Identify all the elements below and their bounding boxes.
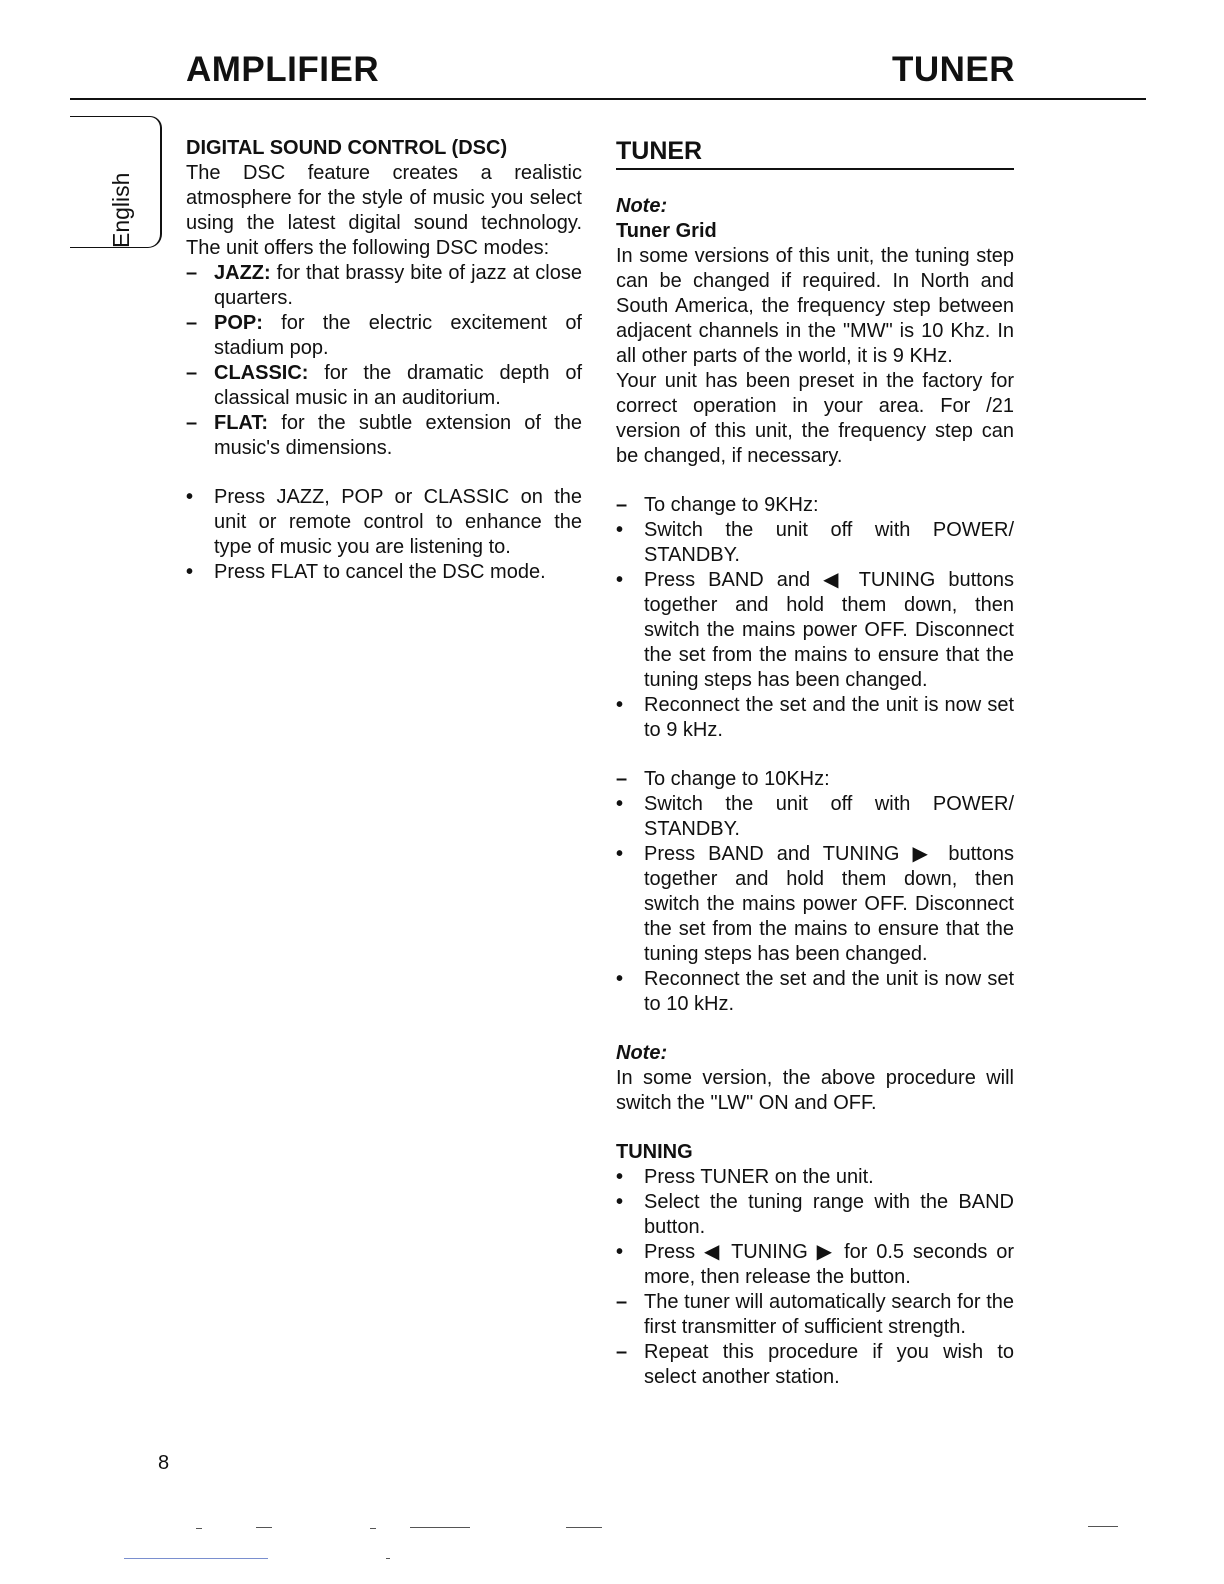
list-marker: – [186, 412, 198, 434]
dsc-intro: The DSC feature creates a realistic atmosphere for the style of music you select using the latest digital sound technology. The unit offers the following DSC modes: [186, 162, 582, 259]
list-marker: • [616, 843, 624, 865]
mode-label: JAZZ: [214, 262, 271, 284]
list-marker: – [616, 494, 628, 516]
step-text: Reconnect the set and the unit is now set to 10 kHz. [644, 968, 1014, 1015]
right-column [616, 136, 1014, 1390]
header-left-title: AMPLIFIER [186, 50, 380, 89]
tuner-section-title: TUNER [616, 136, 1014, 170]
page-number: 8 [158, 1452, 170, 1474]
list-marker: • [616, 1191, 624, 1213]
list-marker: • [186, 561, 194, 583]
scan-speck [386, 1558, 390, 1559]
list-item [186, 485, 582, 560]
note-label-2: Note: [616, 1042, 668, 1064]
list-marker: – [616, 1341, 628, 1363]
tuning-text: Repeat this procedure if you wish to select another station. [644, 1341, 1014, 1388]
list-marker: • [616, 569, 624, 591]
step-text: To change to 9KHz: [644, 494, 819, 516]
bullet-text: Press FLAT to cancel the DSC mode. [214, 561, 546, 583]
bullet-text: Press JAZZ, POP or CLASSIC on the unit or remote control to enhance the type of music you are listening to. [214, 486, 582, 558]
list-item [616, 1165, 1014, 1190]
language-tab-label: English [108, 172, 134, 248]
mode-text: for that brassy bite of jazz at close quarters. [214, 262, 582, 309]
list-item [186, 411, 582, 461]
list-item [616, 518, 1014, 568]
list-marker: – [186, 262, 198, 284]
scan-speck [196, 1528, 202, 1529]
list-item [616, 967, 1014, 1017]
list-item [616, 568, 1014, 693]
tuning-text: Press TUNER on the unit. [644, 1166, 874, 1188]
step-text: Switch the unit off with POWER/ STANDBY. [644, 519, 1014, 566]
list-item [616, 1240, 1014, 1290]
left-column [186, 136, 582, 585]
header-right-title: TUNER [892, 50, 1016, 89]
list-marker: • [616, 1166, 624, 1188]
mode-text: for the dramatic depth of classical music in an auditorium. [214, 362, 582, 409]
tuner-grid-text: In some versions of this unit, the tuning step can be changed if required. In North and South America, the frequency step between adjacent channels in the "MW" is 10 Khz. In all other parts of the world, it is 9 KHz. [616, 245, 1014, 367]
tuning-text: The tuner will automatically search for the first transmitter of sufficient strength. [644, 1291, 1014, 1338]
list-marker: • [616, 968, 624, 990]
list-marker: • [616, 1241, 624, 1263]
mode-text: for the subtle extension of the music's dimensions. [214, 412, 582, 459]
scan-speck [1088, 1526, 1118, 1527]
mode-label: FLAT: [214, 412, 269, 434]
scan-speck [410, 1527, 470, 1528]
list-marker: • [616, 694, 624, 716]
step-text: Press BAND and ◀ TUNING buttons together and hold them down, then switch the mains power OFF. Disconnect the set from the mains to ensure that the tuning steps has been changed. [644, 569, 1014, 691]
list-item [616, 792, 1014, 842]
list-item [186, 261, 582, 311]
list-item [616, 767, 1014, 792]
note-text-2: In some version, the above procedure will switch the "LW" ON and OFF. [616, 1067, 1014, 1114]
tuner-grid-title: Tuner Grid [616, 220, 717, 242]
list-marker: – [616, 1291, 628, 1313]
tuning-text: Press ◀ TUNING ▶ for 0.5 seconds or more, then release the button. [644, 1241, 1014, 1288]
dsc-title: DIGITAL SOUND CONTROL (DSC) [186, 137, 508, 159]
list-marker: – [186, 362, 198, 384]
header-divider [70, 98, 1146, 100]
tuning-title: TUNING [616, 1141, 693, 1163]
list-item [186, 560, 582, 585]
mode-label: CLASSIC: [214, 362, 309, 384]
step-text: Switch the unit off with POWER/ STANDBY. [644, 793, 1014, 840]
list-marker: – [186, 312, 198, 334]
scan-speck [256, 1527, 272, 1528]
list-item [186, 311, 582, 361]
tuner-grid-text-2: Your unit has been preset in the factory for correct operation in your area. For /21 version of this unit, the frequency step can be changed, if necessary. [616, 370, 1014, 467]
list-item [616, 842, 1014, 967]
tuning-text: Select the tuning range with the BAND button. [644, 1191, 1014, 1238]
list-marker: • [186, 486, 194, 508]
list-item [186, 361, 582, 411]
mode-text: for the electric excitement of stadium pop. [214, 312, 582, 359]
step-text: Reconnect the set and the unit is now set to 9 kHz. [644, 694, 1014, 741]
scan-speck [566, 1527, 602, 1528]
step-text: Press BAND and TUNING ▶ buttons together and hold them down, then switch the mains power OFF. Disconnect the set from the mains to ensure that the tuning steps has been changed. [644, 843, 1014, 965]
list-marker: • [616, 793, 624, 815]
step-text: To change to 10KHz: [644, 768, 830, 790]
list-item [616, 1290, 1014, 1340]
note-label: Note: [616, 195, 668, 217]
mode-label: POP: [214, 312, 263, 334]
list-item [616, 1190, 1014, 1240]
list-marker: – [616, 768, 628, 790]
list-item [616, 693, 1014, 743]
list-item [616, 1340, 1014, 1390]
list-item [616, 493, 1014, 518]
scan-speck [370, 1528, 376, 1529]
list-marker: • [616, 519, 624, 541]
scan-speck [124, 1558, 268, 1559]
